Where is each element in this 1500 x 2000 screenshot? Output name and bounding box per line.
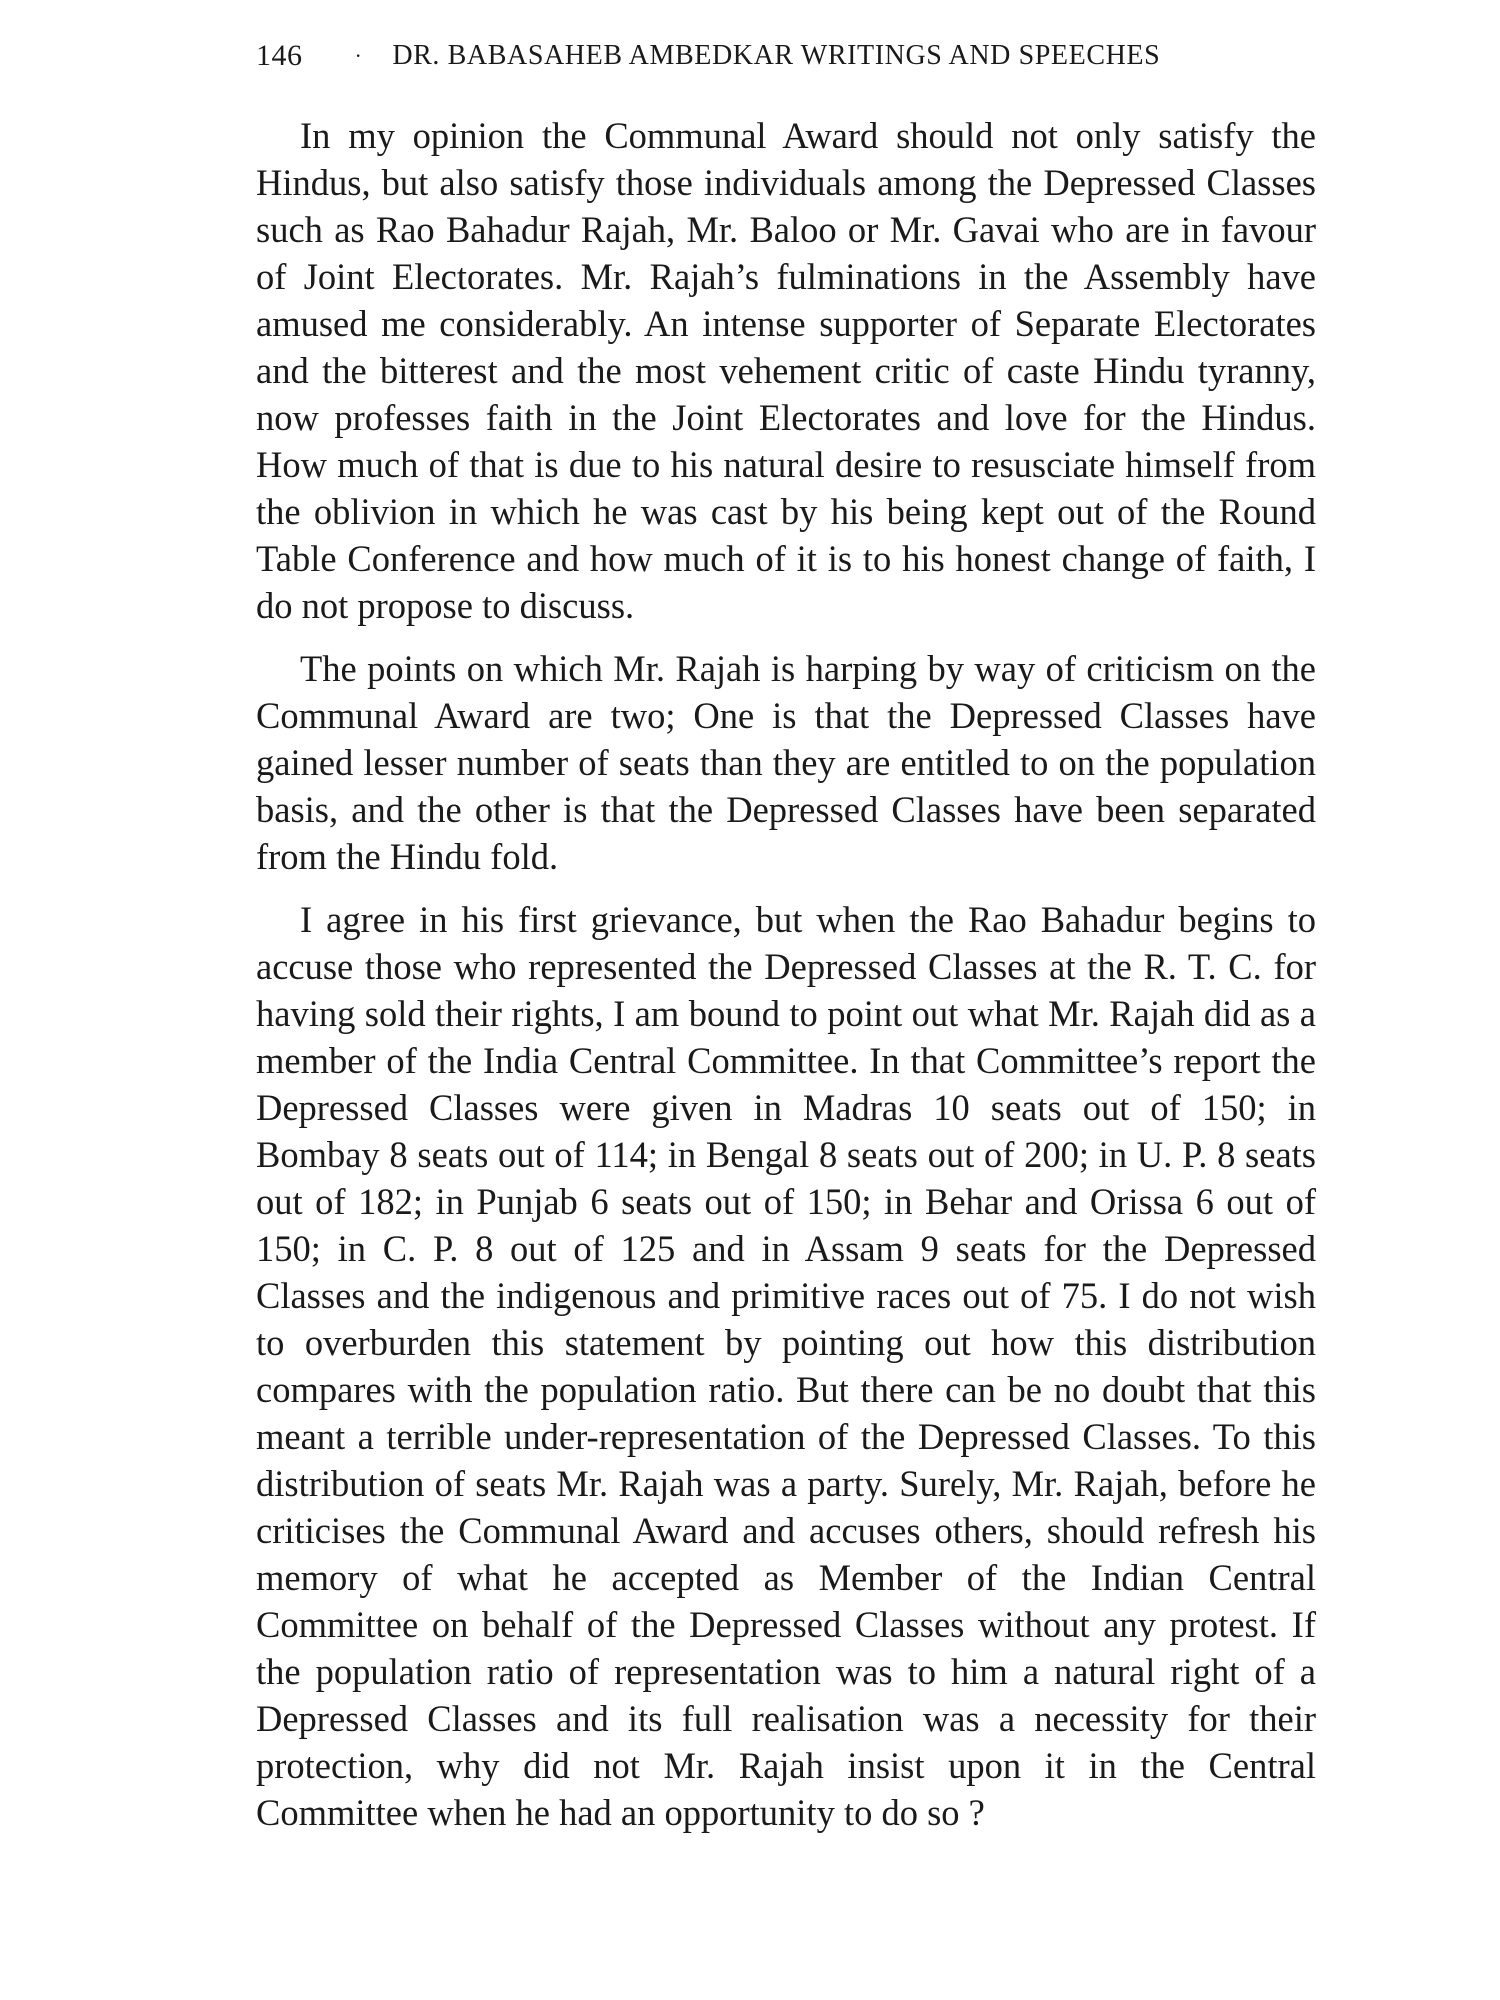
paragraph-communal-award-opinion: In my opinion the Communal Award should not only satisfy the Hindus, but also satisfy those individuals among the Depressed Classes such as Rao Bahadur Rajah, Mr. Baloo or Mr. Gavai who are in favour of Joint Electorates. Mr. Rajah’s fulminations in the Assembly have amused me considerably. An intense supporter of Separate Electorates and the bitterest and the most vehement critic of caste Hindu tyranny, now professes faith in the Joint Electorates and love for the Hindus. How much of that is due to his natural desire to resusciate himself from the oblivion in which he was cast by his being kept out of the Round Table Conference and how much of it is to his honest change of faith, I do not propose to discuss. [256,115,1316,626]
body-text [256,112,1316,1852]
page-number: 146 [256,39,303,72]
paragraph-central-committee-seats: I agree in his first grievance, but when the Rao Bahadur begins to accuse those who represented the Depressed Classes at the R. T. C. for having sold their rights, I am bound to point out what Mr. Rajah did as a member of the India Central Committee. In that Committee’s report the Depressed Classes were given in Madras 10 seats out of 150; in Bombay 8 seats out of 114; in Bengal 8 seats out of 200; in U. P. 8 seats out of 182; in Punjab 6 seats out of 150; in Behar and Orissa 6 out of 150; in C. P. 8 out of 125 and in Assam 9 seats for the Depressed Classes and the indigenous and primitive races out of 75. I do not wish to overburden this statement by pointing out how this distribution compares with the population ratio. But there can be no doubt that this meant a terrible under-representation of the Depressed Classes. To this distribution of seats Mr. Rajah was a party. Surely, Mr. Rajah, before he criticises the Communal Award and accuses others, should refresh his memory of what he accepted as Member of the Indian Central Committee on behalf of the Depressed Classes without any protest. If the population ratio of representation was to him a natural right of a Depressed Classes and its full realisation was a necessity for their protection, why did not Mr. Rajah insist upon it in the Central Committee when he had an opportunity to do so ? [256,899,1316,1833]
paragraph-criticism-points: The points on which Mr. Rajah is harping by way of criticism on the Communal Award are two; One is that the Depressed Classes have gained lesser number of seats than they are entitled to on the population basis, and the other is that the Depressed Classes have been separated from the Hindu fold. [256,648,1316,877]
header-separator: · [354,43,363,68]
running-header [256,36,1314,76]
running-title: DR. BABASAHEB AMBEDKAR WRITINGS AND SPEECHES [392,40,1161,71]
